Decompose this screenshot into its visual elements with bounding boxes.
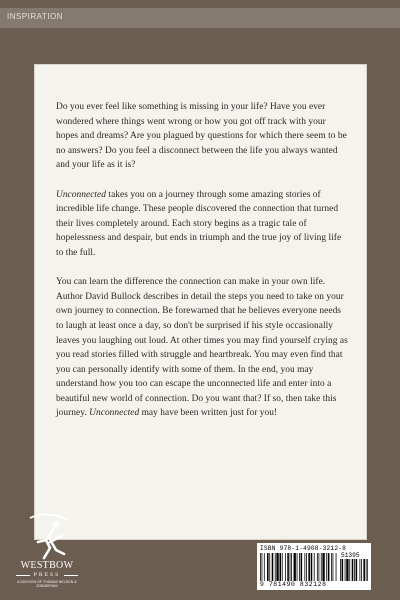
description-paragraph-1: Do you ever feel like something is missing in your life? Have you ever wondered where things went wrong or how you got off track with your hopes and dreams? Are you plagued by questions for which there seem to be no answers? Do you feel a disconnect between the life you always wanted and your life as it is? [56, 102, 347, 171]
book-title-italic: Unconnected [56, 189, 107, 200]
ean-number: 9 781490 832128 [260, 581, 327, 588]
book-title-italic: Unconnected [89, 408, 140, 419]
addon-barcode-bars [340, 559, 368, 581]
description-text [56, 100, 348, 436]
paragraph-2-text: takes you on a journey through some amazing stories of incredible life change. These people discovered the connection that turned their lives completely around. Each story begins as a tragic tale of hopelessness and despair, but ends in triumph and the true joy of living life to the full. [56, 189, 342, 258]
ean-barcode-bars [260, 553, 338, 581]
price-addon-number: 51395 [341, 552, 360, 559]
category-bar [0, 8, 400, 28]
runner-icon [10, 512, 84, 560]
price-label: U.S. $13.95 [257, 535, 287, 541]
description-paragraph-2 [56, 188, 348, 261]
publisher-name: WESTBOW [20, 560, 74, 571]
isbn-text: ISBN 978-1-4908-3212-8 [260, 545, 347, 552]
category-label: INSPIRATION [7, 12, 64, 21]
logo-rule [64, 575, 78, 576]
publisher-division: A DIVISION OF THOMAS NELSON & ZONDERVAN [17, 580, 77, 588]
publisher-press: PRESS [33, 572, 61, 578]
publisher-logo [10, 512, 84, 592]
description-panel [34, 64, 367, 540]
paragraph-3-ending: may have been written just for you! [139, 408, 278, 419]
paragraph-3-text: You can learn the difference the connection can make in your own life. Author David Bullock describes in detail the steps you need to take on your own journey to connection. Be forewarned that he believes everyone needs to laugh at least once a day, so don't be surprised if his style occasionally leaves you laughing out loud. At other times you may find yourself crying as you read stories filled with struggle and heartbreak. You may even find that you can personally identify with some of them. In the end, you may understand how you too can escape the unconnected life and enter into a beautiful new world of connection. Do you want that? If so, then take this journey. [56, 277, 348, 419]
description-paragraph-3 [56, 275, 348, 421]
barcode [257, 543, 371, 590]
